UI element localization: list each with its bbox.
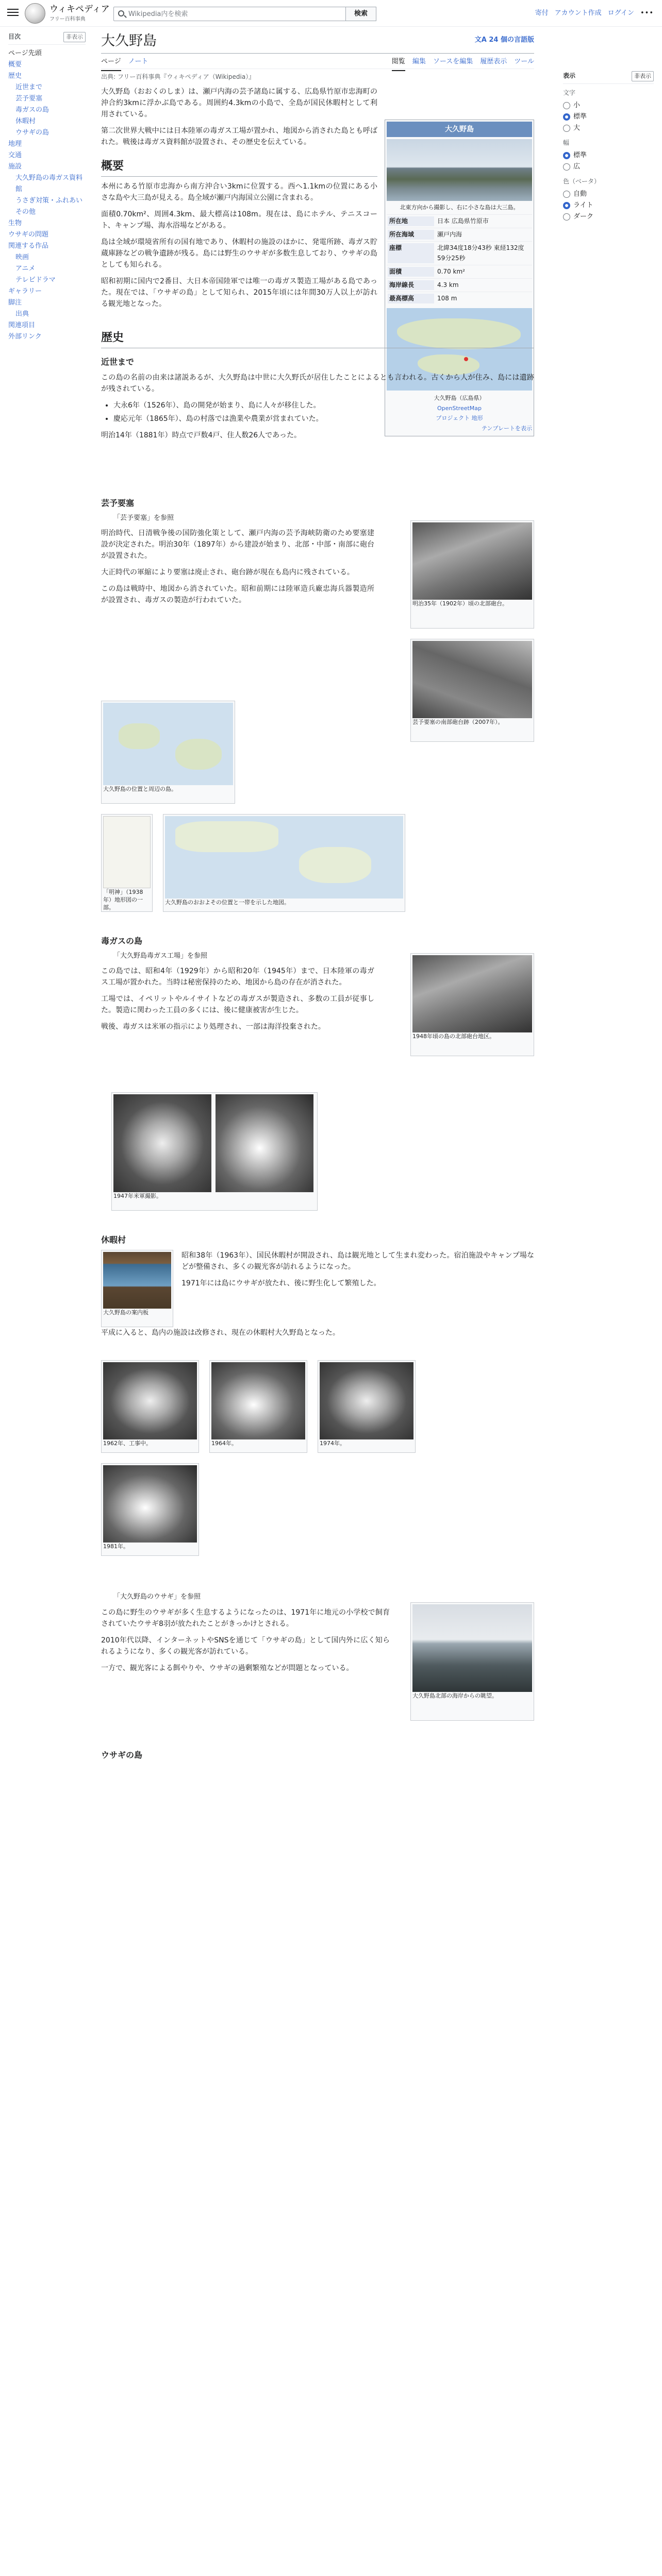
figure <box>163 814 405 912</box>
appearance-header <box>563 71 654 84</box>
toc-item[interactable]: 休暇村 <box>15 117 36 125</box>
dokugasu-photo[interactable] <box>412 955 532 1032</box>
page-source-note: 出典: フリー百科事典『ウィキペディア（Wikipedia）』 <box>101 73 255 80</box>
infobox-key: 面積 <box>388 267 434 277</box>
figure-caption: 大久野島の案内板 <box>103 1309 148 1316</box>
figure <box>410 1602 534 1721</box>
toc-item[interactable]: 出典 <box>15 310 29 318</box>
geiyo-photo-1[interactable] <box>412 522 532 600</box>
figure-caption: 明治35年（1902年）頃の北部砲台。 <box>412 600 508 607</box>
search-input[interactable] <box>113 7 376 21</box>
geiyo-photo-2[interactable] <box>412 641 532 718</box>
project-link[interactable]: プロジェクト 地形 <box>436 415 483 422</box>
infobox-title: 大久野島 <box>387 122 532 137</box>
site-header <box>0 0 662 27</box>
history-section <box>101 319 534 446</box>
lead-paragraph-1: 大久野島（おおくのしま）は、瀬戸内海の芸予諸島に属する、広島県竹原市忠海町の沖合約3kmに浮かぶ島である。周囲約4.3kmの小島で、全島が国民休暇村として利用されている。 <box>101 88 377 119</box>
infobox-row <box>387 214 532 228</box>
radio-icon[interactable] <box>563 102 570 109</box>
toc-item[interactable]: 関連する作品 <box>8 242 49 250</box>
toc-item[interactable]: 地理 <box>8 140 22 148</box>
toc-list <box>8 48 86 343</box>
color-label: 色（ベータ） <box>563 177 601 185</box>
figure <box>101 814 153 912</box>
tab-edit-source[interactable]: ソースを編集 <box>433 58 473 65</box>
dokugasu-section <box>101 927 374 1038</box>
aerial-photo-1947-a[interactable] <box>113 1094 211 1192</box>
kyukamura-section <box>101 1226 534 1344</box>
toc-item[interactable]: 生物 <box>8 219 22 227</box>
infobox-key: 所在地 <box>388 216 434 226</box>
toc-item[interactable]: ウサギの島 <box>15 128 49 137</box>
toc-item[interactable]: アニメ <box>15 264 36 273</box>
radio-option[interactable] <box>563 200 654 211</box>
radio-option[interactable] <box>563 111 654 123</box>
toc-item[interactable]: 脚注 <box>8 298 22 307</box>
list-item: • 慶応元年（1865年）、島の村落では漁業や農業が営まれていた。 <box>113 413 534 425</box>
infobox-row <box>387 228 532 241</box>
aerial-photo-1947-b[interactable] <box>216 1094 313 1192</box>
logo-text[interactable]: ウィキペディア <box>49 4 110 14</box>
figure <box>410 520 534 629</box>
infobox-rows <box>387 214 532 305</box>
region-map[interactable] <box>165 816 403 899</box>
toc-item[interactable]: 関連項目 <box>8 321 36 329</box>
radio-label: ダーク <box>573 213 594 221</box>
toc-item[interactable]: 歴史 <box>8 72 22 80</box>
toc-item[interactable]: 外部リンク <box>8 332 42 341</box>
toc-item[interactable]: 映画 <box>15 253 29 261</box>
radio-option[interactable] <box>563 211 654 223</box>
toc-item[interactable]: ウサギの問題 <box>8 230 49 239</box>
language-button[interactable]: 文A 24 個の言語版 <box>474 36 534 44</box>
title-row <box>101 31 534 54</box>
radio-option[interactable] <box>563 150 654 161</box>
radio-icon[interactable] <box>563 213 570 221</box>
toc-item[interactable]: ページ先頭 <box>8 49 42 57</box>
search-placeholder: Wikipedia内を検索 <box>128 10 188 18</box>
aerial-gallery <box>101 1360 534 1556</box>
figure <box>410 639 534 742</box>
infobox-photo[interactable] <box>387 139 532 201</box>
infobox-key: 海岸線長 <box>388 280 434 290</box>
create-account-link[interactable]: アカウント作成 <box>554 9 602 17</box>
appearance-hide-button[interactable]: 非表示 <box>632 71 654 81</box>
topo-map[interactable] <box>103 816 151 888</box>
infobox-row <box>387 265 532 278</box>
figure <box>101 1463 199 1556</box>
main-menu-icon[interactable] <box>7 7 19 18</box>
text-size-label: 文字 <box>563 89 576 96</box>
section-heading-gaiyo: 概要 <box>101 157 377 177</box>
infobox-value: 北緯34度18分43秒 東経132度59分25秒 <box>437 244 524 262</box>
tab-history[interactable]: 履歴表示 <box>480 58 507 65</box>
radio-label: 小 <box>573 101 581 109</box>
infobox-value: 4.3 km <box>437 281 459 289</box>
section-heading-usagi: ウサギの島 <box>101 1750 143 1760</box>
radio-option[interactable] <box>563 161 654 173</box>
figure-caption: 大久野島の位置と周辺の島。 <box>103 786 177 792</box>
island-map[interactable] <box>103 703 233 785</box>
page-title: 大久野島 <box>101 33 157 49</box>
search-button[interactable]: 検索 <box>345 7 376 21</box>
tab-page[interactable]: ページ <box>101 57 121 71</box>
infobox-key: 所在海域 <box>388 230 434 240</box>
user-links <box>535 8 654 19</box>
infobox-value: 瀬戸内海 <box>437 231 462 239</box>
usagi-photo[interactable] <box>412 1604 532 1692</box>
section-heading-kinsei: 近世まで <box>101 357 135 367</box>
aerial-photo[interactable] <box>103 1465 197 1543</box>
tab-read[interactable]: 閲覧 <box>392 57 405 71</box>
figure-caption: 1962年、工事中。 <box>103 1440 152 1447</box>
toc-item[interactable]: うさぎ対策・ふれあい <box>15 196 83 205</box>
toc-heading: 目次 <box>8 33 21 40</box>
figure-caption: 1974年。 <box>320 1440 345 1447</box>
geiyo-paragraph-3: この島は戦時中、地図から消されていた。昭和前期には陸軍造兵廠忠海兵器製造所が設置され、毒ガスの製造が行われていた。 <box>101 585 374 605</box>
table-of-contents <box>8 32 86 343</box>
gaiyo-paragraph-3: 島は全域が環境省所有の国有地であり、休暇村の施設のほかに、発電所跡、毒ガス貯蔵庫跡などの戦争遺跡が残る。島には野生のウサギが多数生息しており、ウサギの島としても知られる。 <box>101 238 377 269</box>
kinsei-paragraph-2: 明治14年（1881年）時点で戸数4戸、住人数26人であった。 <box>101 431 302 439</box>
infobox-row <box>387 278 532 292</box>
geiyo-paragraph-1: 明治時代、日清戦争後の国防強化策として、瀬戸内海の芸予海峡防衛のため要塞建設が決定された。明治30年（1897年）から建設が始まり、北部・中部・南部に砲台が設置された。 <box>101 529 374 561</box>
geiyo-section <box>101 489 374 611</box>
radio-label: 大 <box>573 124 581 132</box>
wikipedia-logo-icon[interactable] <box>25 3 45 24</box>
appearance-panel <box>563 71 654 223</box>
infobox-key: 最高標高 <box>388 294 434 303</box>
figure <box>111 1092 318 1211</box>
figure-caption: 1981年。 <box>103 1543 129 1550</box>
radio-icon[interactable] <box>563 152 570 159</box>
tab-edit[interactable]: 編集 <box>412 58 426 65</box>
kinsei-list <box>113 400 534 425</box>
infobox-photo-caption: 北東方向から撮影し、右に小さな島は大三島。 <box>400 204 519 211</box>
infobox-map-caption: 大久野島（広島県） <box>434 395 485 402</box>
dokugasu-paragraph-1: この島では、昭和4年（1929年）から昭和20年（1945年）まで、日本陸軍の毒ガス工場が置かれた。当時は秘密保持のため、地図から島の存在が消された。 <box>101 967 374 987</box>
appearance-heading: 表示 <box>563 72 576 79</box>
infobox-value: 日本 広島県竹原市 <box>437 217 489 225</box>
toc-item[interactable]: その他 <box>15 208 36 216</box>
search-icon <box>118 10 124 16</box>
radio-label: 標準 <box>573 151 587 159</box>
width-label: 幅 <box>563 139 570 146</box>
color-options <box>563 189 654 223</box>
usagi-section <box>101 1592 390 1679</box>
radio-icon[interactable] <box>563 163 570 171</box>
infobox-key: 座標 <box>388 243 434 263</box>
toc-item[interactable]: テレビドラマ <box>15 276 56 284</box>
figure-caption: 1947年米軍撮影。 <box>113 1193 162 1199</box>
radio-icon[interactable] <box>563 191 570 198</box>
radio-icon[interactable] <box>563 202 570 209</box>
gaiyo-paragraph-4: 昭和初期に国内で2番目、大日本帝国陸軍では唯一の毒ガス製造工場がある島であった。現在では、「ウサギの島」として知られ、2015年頃には年間30万人以上が訪れる観光地となった。 <box>101 277 378 309</box>
toc-item[interactable]: 交通 <box>8 151 22 159</box>
width-options <box>563 150 654 173</box>
aerial-photo[interactable] <box>103 1362 197 1439</box>
radio-icon[interactable] <box>563 125 570 132</box>
tab-tools[interactable]: ツール <box>514 58 534 65</box>
figure-caption: 大久野島のおおよその位置と一帯を示した地図。 <box>165 899 290 906</box>
kinsei-paragraph: この島の名前の由来は諸説あるが、大久野島は中世に大久野氏が居住したことによるとも言われる。古くから人が住み、島には遺跡が残されている。 <box>101 373 534 393</box>
toc-item[interactable]: 大久野島の毒ガス資料館 <box>15 174 83 193</box>
section-heading-rekishi: 歴史 <box>101 329 534 348</box>
figure-caption: 1964年。 <box>211 1440 237 1447</box>
infobox-row <box>387 292 532 305</box>
kyukamura-paragraph-1: 昭和38年（1963年）、国民休暇村が開設され、島は観光地として生まれ変わった。宿泊施設やキャンプ場などが整備され、多くの観光客が訪れるようになった。 <box>181 1251 534 1271</box>
figure <box>318 1360 416 1453</box>
figure <box>410 953 534 1056</box>
figure-caption: 芸予要塞の南部砲台跡（2007年）。 <box>412 719 504 725</box>
figure-caption: 「明神」（1938年）地形図の一部。 <box>103 889 143 911</box>
figure-caption: 大久野島北部の海岸からの眺望。 <box>412 1692 498 1699</box>
usagi-paragraph-2: 2010年代以降、インターネットやSNSを通じて「ウサギの島」として国内外に広く知られるようになり、多くの観光客が訪れている。 <box>101 1636 390 1656</box>
hatnote[interactable]: 「大久野島毒ガス工場」を参照 <box>113 952 208 960</box>
toc-item[interactable]: 毒ガスの島 <box>15 106 49 114</box>
logo-subtitle: フリー百科事典 <box>49 16 86 22</box>
figure <box>101 701 235 804</box>
infobox-row <box>387 241 532 264</box>
toc-item[interactable]: 概要 <box>8 60 22 69</box>
radio-option[interactable] <box>563 123 654 134</box>
kyukamura-paragraph-3: 平成に入ると、島内の施設は改修され、現在の休暇村大久野島となった。 <box>101 1328 340 1337</box>
aerial-photo[interactable] <box>320 1362 413 1439</box>
radio-option[interactable] <box>563 100 654 111</box>
dokugasu-paragraph-3: 戦後、毒ガスは米軍の指示により処理され、一部は海洋投棄された。 <box>101 1023 325 1031</box>
section-heading-dokugasu: 毒ガスの島 <box>101 936 143 946</box>
toc-item[interactable]: 施設 <box>8 162 22 171</box>
toc-item[interactable]: 近世まで <box>15 83 43 91</box>
hatnote[interactable]: 「芸予要塞」を参照 <box>113 514 174 522</box>
toc-item[interactable]: 芸予要塞 <box>15 94 43 103</box>
lead-section <box>101 86 377 310</box>
figure <box>101 1250 173 1327</box>
openstreetmap-link[interactable]: OpenStreetMap <box>437 404 482 412</box>
kyukamura-sign-photo[interactable] <box>103 1252 171 1309</box>
page-tabs <box>101 54 534 69</box>
figure <box>209 1360 307 1453</box>
kyukamura-paragraph-2: 1971年には島にウサギが放たれ、後に野生化して繁殖した。 <box>181 1279 381 1287</box>
template-link[interactable]: テンプレートを表示 <box>481 425 532 432</box>
main-content <box>101 31 534 1760</box>
figure-caption: 1948年頃の島の北部砲台地区。 <box>412 1033 495 1040</box>
tab-talk[interactable]: ノート <box>128 58 148 65</box>
geiyo-paragraph-2: 大正時代の軍縮により要塞は廃止され、砲台跡が現在も島内に残されている。 <box>101 568 354 577</box>
list-item: • 大永6年（1526年）、島の開発が始まり、島に人々が移住した。 <box>113 400 534 411</box>
gaiyo-paragraph-2: 面積0.70km²、周囲4.3km、最大標高は108m。現在は、島にホテル、テニスコート、キャンプ場、海水浴場などがある。 <box>101 210 377 230</box>
donate-link[interactable]: 寄付 <box>535 9 549 17</box>
usagi-paragraph-3: 一方で、観光客による餌やりや、ウサギの過剰繁殖などが問題となっている。 <box>101 1664 354 1672</box>
gaiyo-paragraph-1: 本州にある竹原市忠海から南方沖合い3kmに位置する。西へ1.1kmの位置にある小さな島や大三島が見える。島全域が瀬戸内海国立公園に含まれる。 <box>101 182 377 202</box>
usagi-paragraph-1: この島に野生のウサギが多く生息するようになったのは、1971年に地元の小学校で飼育されていたウサギ8羽が放たれたことがきっかけとされる。 <box>101 1608 390 1628</box>
infobox-value: 0.70 km² <box>437 267 465 275</box>
radio-option[interactable] <box>563 189 654 200</box>
aerial-photo[interactable] <box>211 1362 305 1439</box>
text-size-options <box>563 100 654 134</box>
radio-label: 自動 <box>573 190 587 198</box>
toc-hide-button[interactable]: 非表示 <box>63 32 86 42</box>
figure <box>101 1360 199 1453</box>
lead-paragraph-2: 第二次世界大戦中には日本陸軍の毒ガス工場が置かれ、地図から消された島とも呼ばれた。戦後は毒ガス資料館が設置され、その歴史を伝えている。 <box>101 127 377 147</box>
dokugasu-paragraph-2: 工場では、イペリットやルイサイトなどの毒ガスが製造され、多数の工員が従事した。製造に関わった工員の多くには、後に健康被害が生じた。 <box>101 995 374 1015</box>
section-heading-geiyo: 芸予要塞 <box>101 498 135 508</box>
radio-label: 標準 <box>573 112 587 121</box>
hatnote[interactable]: 「大久野島のウサギ」を参照 <box>113 1593 201 1601</box>
radio-label: 広 <box>573 162 581 171</box>
more-options-icon[interactable]: ••• <box>640 9 654 17</box>
login-link[interactable]: ログイン <box>607 9 634 17</box>
toc-item[interactable]: ギャラリー <box>8 287 42 295</box>
radio-label: ライト <box>573 201 593 210</box>
toc-header <box>8 32 86 45</box>
section-heading-kyukamura: 休暇村 <box>101 1235 126 1245</box>
radio-icon[interactable] <box>563 113 570 121</box>
infobox-value: 108 m <box>437 295 457 302</box>
